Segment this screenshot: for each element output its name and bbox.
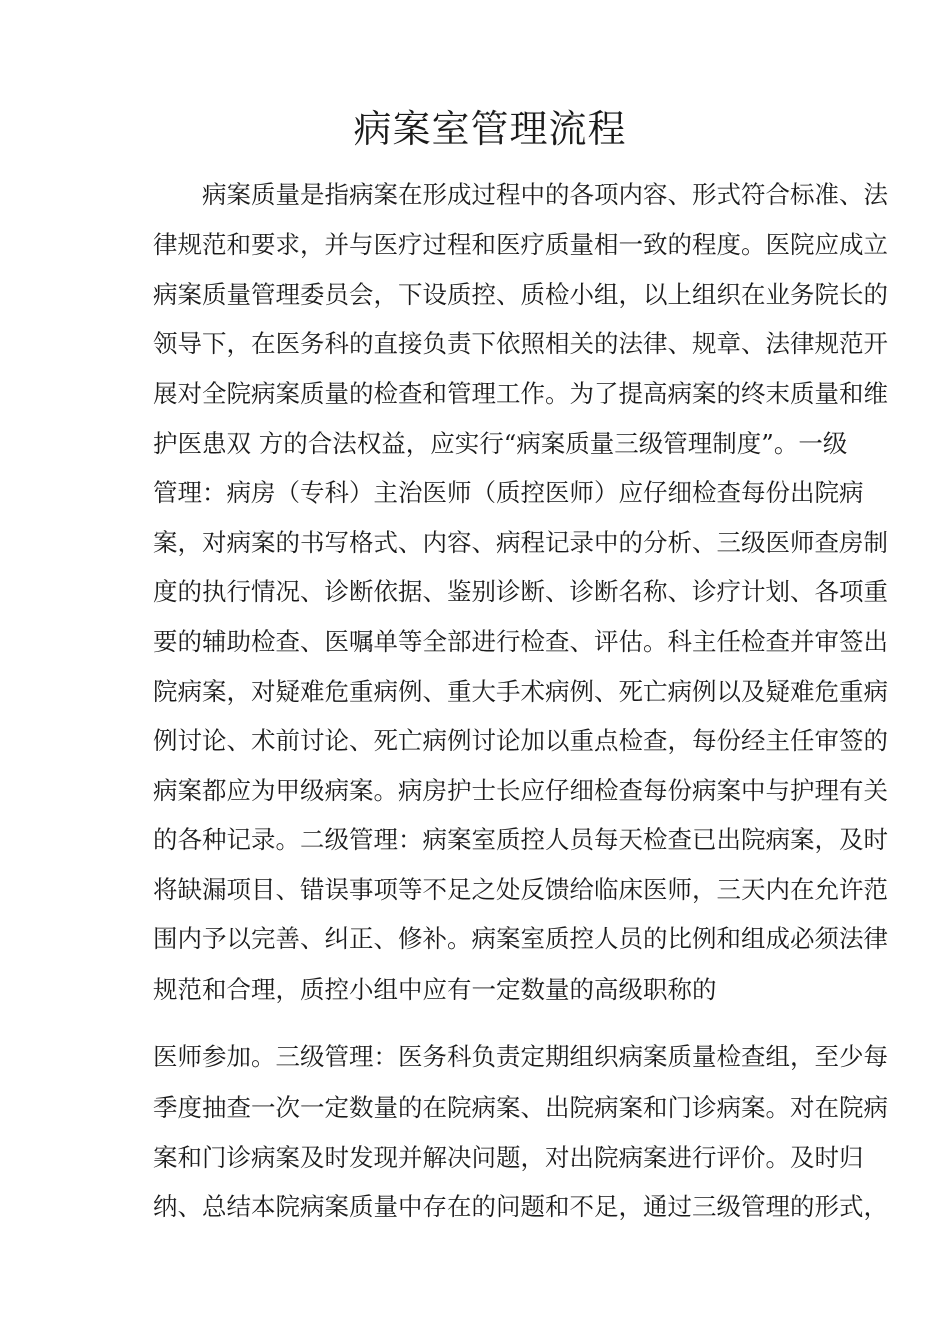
text-line: 度的执行情况、诊断依据、鉴别诊断、诊断名称、诊疗计划、各项重	[153, 577, 888, 606]
text-line: 护医患双 方的合法权益，应实行“病案质量三级管理制度”。一级	[153, 429, 848, 458]
text-line: 的各种记录。二级管理：病案室质控人员每天检查已出院病案，及时	[153, 825, 888, 854]
text-line: 律规范和要求，并与医疗过程和医疗质量相一致的程度。医院应成立	[153, 230, 888, 259]
text-line: 病案质量是指病案在形成过程中的各项内容、形式符合标准、法	[202, 180, 888, 209]
text-line: 医师参加。三级管理：医务科负责定期组织病案质量检查组，至少每	[153, 1042, 888, 1071]
text-line: 案和门诊病案及时发现并解决问题，对出院病案进行评价。及时归	[153, 1143, 864, 1172]
text-line: 病案都应为甲级病案。病房护士长应仔细检查每份病案中与护理有关	[153, 776, 888, 805]
text-line: 要的辅助检查、医嘱单等全部进行检查、评估。科主任检查并审签出	[153, 627, 888, 656]
text-line: 围内予以完善、纠正、修补。病案室质控人员的比例和组成必须法律	[153, 924, 888, 953]
text-line: 领导下，在医务科的直接负责下依照相关的法律、规章、法律规范开	[153, 329, 888, 358]
text-line: 管理：病房（专科）主治医师（质控医师）应仔细检查每份出院病	[153, 478, 864, 507]
text-line: 规范和合理，质控小组中应有一定数量的高级职称的	[153, 975, 717, 1004]
text-line: 院病案，对疑难危重病例、重大手术病例、死亡病例以及疑难危重病	[153, 677, 888, 706]
text-line: 案，对病案的书写格式、内容、病程记录中的分析、三级医师查房制	[153, 528, 888, 557]
text-line: 将缺漏项目、错误事项等不足之处反馈给临床医师，三天内在允许范	[153, 875, 888, 904]
text-line: 展对全院病案质量的检查和管理工作。为了提高病案的终末质量和维	[153, 379, 888, 408]
text-line: 季度抽查一次一定数量的在院病案、出院病案和门诊病案。对在院病	[153, 1093, 888, 1122]
text-line: 纳、总结本院病案质量中存在的问题和不足，通过三级管理的形式，	[153, 1192, 888, 1221]
document-title: 病案室管理流程	[353, 107, 627, 151]
text-line: 例讨论、术前讨论、死亡病例讨论加以重点检查，每份经主任审签的	[153, 726, 888, 755]
text-line: 病案质量管理委员会，下设质控、质检小组，以上组织在业务院长的	[153, 280, 888, 309]
